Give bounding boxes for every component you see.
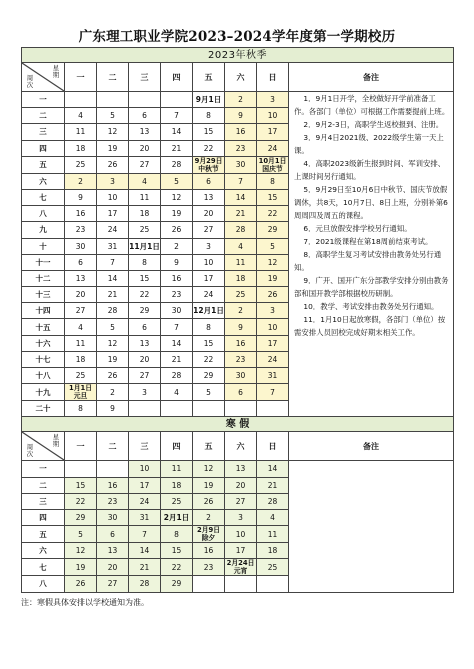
week-label: 十二	[22, 270, 65, 286]
day-cell: 14	[257, 461, 289, 477]
day-cell: 13	[65, 270, 97, 286]
notes-header: 备注	[289, 63, 454, 92]
weekday-header: 四	[161, 432, 193, 461]
day-cell: 6	[65, 254, 97, 270]
weekday-header: 六	[225, 432, 257, 461]
week-label: 八	[22, 206, 65, 222]
day-cell: 29	[65, 509, 97, 525]
day-cell: 19	[257, 270, 289, 286]
day-cell: 25	[257, 559, 289, 576]
day-cell: 27	[129, 368, 161, 384]
day-cell	[161, 401, 193, 417]
corner-label-week: 周次	[26, 74, 34, 89]
weekday-header: 一	[65, 63, 97, 92]
day-cell: 5	[161, 173, 193, 189]
day-cell: 21	[129, 559, 161, 576]
day-cell: 27	[65, 303, 97, 319]
day-cell: 17	[225, 543, 257, 559]
week-label: 六	[22, 543, 65, 559]
week-label: 二	[22, 477, 65, 493]
day-cell: 25	[65, 156, 97, 173]
day-cell: 8	[65, 401, 97, 417]
day-cell: 30	[97, 509, 129, 525]
week-label: 十九	[22, 384, 65, 401]
day-cell: 19	[161, 206, 193, 222]
day-cell: 26	[97, 368, 129, 384]
day-cell: 15	[161, 543, 193, 559]
day-cell: 31	[129, 509, 161, 525]
day-cell: 25	[129, 222, 161, 238]
day-cell: 7	[161, 108, 193, 124]
day-cell: 14	[161, 124, 193, 140]
week-label: 三	[22, 493, 65, 509]
day-cell: 30	[225, 368, 257, 384]
day-cell: 16	[225, 124, 257, 140]
day-cell: 2月9日 除夕	[193, 526, 225, 543]
week-row	[22, 461, 454, 477]
day-cell	[65, 92, 97, 108]
day-cell	[225, 401, 257, 417]
day-cell: 15	[193, 335, 225, 351]
day-cell: 14	[225, 189, 257, 205]
day-cell: 10	[225, 526, 257, 543]
day-cell: 11	[129, 189, 161, 205]
day-cell: 30	[225, 156, 257, 173]
day-cell: 22	[161, 559, 193, 576]
day-cell: 24	[257, 351, 289, 367]
day-cell: 26	[97, 156, 129, 173]
day-cell: 17	[129, 477, 161, 493]
weekday-header: 五	[193, 432, 225, 461]
weekday-header: 四	[161, 63, 193, 92]
day-cell: 9	[97, 401, 129, 417]
day-cell: 29	[257, 222, 289, 238]
day-cell: 4	[257, 509, 289, 525]
day-cell: 5	[97, 108, 129, 124]
week-label: 十八	[22, 368, 65, 384]
day-cell: 25	[65, 368, 97, 384]
day-cell: 12	[97, 335, 129, 351]
weekday-header: 二	[97, 63, 129, 92]
weekday-header: 六	[225, 63, 257, 92]
day-cell: 16	[161, 270, 193, 286]
notes-header: 备注	[289, 432, 454, 461]
day-cell	[257, 401, 289, 417]
day-cell: 28	[161, 156, 193, 173]
day-cell: 20	[225, 477, 257, 493]
day-cell: 7	[161, 319, 193, 335]
week-label: 十	[22, 238, 65, 254]
day-cell: 23	[65, 222, 97, 238]
day-cell: 29	[129, 303, 161, 319]
day-cell: 8	[193, 319, 225, 335]
day-cell: 4	[65, 319, 97, 335]
day-cell: 9月1日	[193, 92, 225, 108]
day-cell	[65, 461, 97, 477]
day-cell: 3	[257, 303, 289, 319]
day-cell: 12	[193, 461, 225, 477]
week-label: 三	[22, 124, 65, 140]
day-cell	[97, 92, 129, 108]
day-cell: 27	[193, 222, 225, 238]
day-cell: 18	[129, 206, 161, 222]
day-cell: 24	[129, 493, 161, 509]
day-cell: 14	[97, 270, 129, 286]
day-cell: 15	[129, 270, 161, 286]
day-cell: 24	[193, 287, 225, 303]
week-label: 八	[22, 576, 65, 592]
day-cell: 9	[225, 108, 257, 124]
weekday-header: 日	[257, 432, 289, 461]
header-corner-cell	[22, 432, 65, 461]
day-cell: 14	[161, 335, 193, 351]
day-cell: 11月1日	[129, 238, 161, 254]
week-label: 十五	[22, 319, 65, 335]
weekday-header: 五	[193, 63, 225, 92]
week-label: 一	[22, 92, 65, 108]
day-cell: 17	[257, 124, 289, 140]
day-cell: 9	[65, 189, 97, 205]
day-cell: 30	[161, 303, 193, 319]
day-cell: 28	[257, 493, 289, 509]
week-label: 五	[22, 526, 65, 543]
day-cell: 2月1日	[161, 509, 193, 525]
day-cell: 7	[225, 173, 257, 189]
day-cell: 8	[161, 526, 193, 543]
day-cell	[257, 576, 289, 592]
day-cell	[161, 92, 193, 108]
day-cell: 22	[257, 206, 289, 222]
day-cell: 3	[225, 509, 257, 525]
week-label: 十一	[22, 254, 65, 270]
winter-notes-cell	[289, 461, 454, 592]
day-cell: 15	[257, 189, 289, 205]
page-title: 广东理工职业学院2023–2024学年度第一学期校历	[78, 29, 396, 45]
day-cell: 29	[193, 368, 225, 384]
day-cell: 13	[129, 124, 161, 140]
week-label: 四	[22, 140, 65, 156]
day-cell: 20	[129, 351, 161, 367]
weekday-header: 三	[129, 432, 161, 461]
day-cell: 2	[225, 303, 257, 319]
day-cell: 28	[97, 303, 129, 319]
day-cell: 10	[257, 108, 289, 124]
day-cell: 13	[193, 189, 225, 205]
header-corner-cell	[22, 63, 65, 92]
winter-band-row	[22, 417, 454, 432]
day-cell: 28	[161, 368, 193, 384]
weekday-header: 一	[65, 432, 97, 461]
day-cell: 16	[65, 206, 97, 222]
day-cell: 6	[129, 108, 161, 124]
day-cell: 31	[97, 238, 129, 254]
week-label: 七	[22, 559, 65, 576]
autumn-section-title: 2023年秋季	[22, 48, 454, 63]
day-cell: 12	[161, 189, 193, 205]
autumn-header-row	[22, 63, 454, 92]
day-cell: 5	[65, 526, 97, 543]
day-cell: 20	[129, 140, 161, 156]
day-cell: 3	[129, 384, 161, 401]
day-cell: 12月1日	[193, 303, 225, 319]
day-cell: 2	[225, 92, 257, 108]
weekday-header: 二	[97, 432, 129, 461]
day-cell: 1月1日 元旦	[65, 384, 97, 401]
week-label: 一	[22, 461, 65, 477]
day-cell: 21	[257, 477, 289, 493]
day-cell: 25	[161, 493, 193, 509]
day-cell: 2	[97, 384, 129, 401]
corner-label-week: 周次	[26, 443, 34, 459]
day-cell	[193, 401, 225, 417]
day-cell: 18	[65, 351, 97, 367]
day-cell: 3	[97, 173, 129, 189]
day-cell: 27	[129, 156, 161, 173]
day-cell: 26	[193, 493, 225, 509]
day-cell: 28	[129, 576, 161, 592]
day-cell: 6	[225, 384, 257, 401]
week-label: 五	[22, 156, 65, 173]
week-label: 二十	[22, 401, 65, 417]
day-cell: 23	[225, 140, 257, 156]
day-cell: 8	[193, 108, 225, 124]
day-cell: 3	[257, 92, 289, 108]
day-cell: 16	[225, 335, 257, 351]
day-cell: 11	[65, 335, 97, 351]
day-cell: 14	[129, 543, 161, 559]
corner-label-weekday: 星期	[52, 433, 60, 449]
weekday-header: 三	[129, 63, 161, 92]
day-cell: 4	[161, 384, 193, 401]
day-cell: 23	[161, 287, 193, 303]
day-cell: 21	[225, 206, 257, 222]
weekday-header: 日	[257, 63, 289, 92]
day-cell: 15	[65, 477, 97, 493]
week-label: 十七	[22, 351, 65, 367]
week-row	[22, 92, 454, 108]
day-cell: 29	[161, 576, 193, 592]
week-label: 十六	[22, 335, 65, 351]
week-label: 九	[22, 222, 65, 238]
week-label: 七	[22, 189, 65, 205]
day-cell: 5	[257, 238, 289, 254]
day-cell: 9	[161, 254, 193, 270]
day-cell: 3	[193, 238, 225, 254]
day-cell: 4	[129, 173, 161, 189]
day-cell: 19	[193, 477, 225, 493]
day-cell: 24	[257, 140, 289, 156]
day-cell: 18	[161, 477, 193, 493]
day-cell: 22	[129, 287, 161, 303]
day-cell: 8	[129, 254, 161, 270]
day-cell: 10	[97, 189, 129, 205]
day-cell: 15	[193, 124, 225, 140]
day-cell: 20	[97, 559, 129, 576]
day-cell: 26	[65, 576, 97, 592]
day-cell: 5	[97, 319, 129, 335]
day-cell: 17	[97, 206, 129, 222]
week-label: 四	[22, 509, 65, 525]
day-cell: 19	[97, 140, 129, 156]
day-cell: 2	[161, 238, 193, 254]
day-cell: 26	[257, 287, 289, 303]
day-cell: 9	[225, 319, 257, 335]
day-cell: 2	[193, 509, 225, 525]
day-cell: 30	[65, 238, 97, 254]
winter-section-title: 寒 假	[22, 417, 454, 432]
day-cell: 25	[225, 287, 257, 303]
day-cell: 6	[97, 526, 129, 543]
autumn-band-row	[22, 48, 454, 63]
week-label: 十三	[22, 287, 65, 303]
week-label: 二	[22, 108, 65, 124]
day-cell: 23	[193, 559, 225, 576]
day-cell: 2	[65, 173, 97, 189]
day-cell: 4	[225, 238, 257, 254]
day-cell: 22	[65, 493, 97, 509]
day-cell: 10	[193, 254, 225, 270]
day-cell: 19	[97, 351, 129, 367]
day-cell	[97, 461, 129, 477]
day-cell: 10月1日 国庆节	[257, 156, 289, 173]
day-cell: 23	[97, 493, 129, 509]
day-cell: 13	[129, 335, 161, 351]
day-cell: 18	[225, 270, 257, 286]
day-cell	[225, 576, 257, 592]
day-cell: 12	[65, 543, 97, 559]
day-cell: 7	[97, 254, 129, 270]
day-cell: 10	[257, 319, 289, 335]
day-cell: 11	[257, 526, 289, 543]
day-cell: 16	[193, 543, 225, 559]
day-cell: 20	[193, 206, 225, 222]
notes-text: 1．9月1日开学，全校做好开学前准备工作。各部门（单位）可根据工作需要提前上班。 2．9月2-3日，高职学生返校报到、注册。 3．9月4日2021级、2022级学生第一天上课。 4．高职2023级新生报到时间、军训安排、上课时间另行通知。 5．9月29日至10月6日中秋节、国庆节放假调休，共8天，10月7日、8日上班，分别补第6周周四及周五的课程。 6．元旦放假安排学校另行通知。 7．2021级课程在第18周前结束考试。 8．高职学生复习考试安排由教务处另行通知。 9．广开、国开广东分部教学安排分别由教务部和国开教学部根据校历研制。 10．教学、考试安排由教务处另行通知。 11．1月10日起放寒假，各部门（单位）按需安排人员回校完成好期末相关工作。	[289, 92, 454, 417]
day-cell: 21	[161, 140, 193, 156]
footnote: 注：寒假具体安排以学校通知为准。	[21, 598, 149, 607]
day-cell: 18	[257, 543, 289, 559]
day-cell: 27	[225, 493, 257, 509]
day-cell: 16	[97, 477, 129, 493]
day-cell: 13	[225, 461, 257, 477]
day-cell: 24	[97, 222, 129, 238]
day-cell	[193, 576, 225, 592]
day-cell: 7	[257, 384, 289, 401]
day-cell: 27	[97, 576, 129, 592]
day-cell: 17	[193, 270, 225, 286]
day-cell: 19	[65, 559, 97, 576]
day-cell	[129, 92, 161, 108]
day-cell: 11	[225, 254, 257, 270]
day-cell: 5	[193, 384, 225, 401]
day-cell: 11	[161, 461, 193, 477]
day-cell: 21	[161, 351, 193, 367]
day-cell: 7	[129, 526, 161, 543]
day-cell: 12	[257, 254, 289, 270]
day-cell: 26	[161, 222, 193, 238]
day-cell: 20	[65, 287, 97, 303]
day-cell: 31	[257, 368, 289, 384]
day-cell: 10	[129, 461, 161, 477]
day-cell: 11	[65, 124, 97, 140]
winter-header-row	[22, 432, 454, 461]
day-cell	[129, 401, 161, 417]
day-cell: 2月24日 元宵	[225, 559, 257, 576]
corner-label-weekday: 星期	[52, 64, 60, 79]
day-cell: 6	[129, 319, 161, 335]
day-cell: 22	[193, 351, 225, 367]
day-cell: 8	[257, 173, 289, 189]
day-cell: 6	[193, 173, 225, 189]
week-label: 十四	[22, 303, 65, 319]
day-cell: 18	[65, 140, 97, 156]
day-cell: 13	[97, 543, 129, 559]
week-label: 六	[22, 173, 65, 189]
day-cell: 9月29日 中秋节	[193, 156, 225, 173]
calendar-table	[21, 47, 454, 593]
day-cell: 21	[97, 287, 129, 303]
day-cell: 12	[97, 124, 129, 140]
day-cell: 4	[65, 108, 97, 124]
day-cell: 22	[193, 140, 225, 156]
day-cell: 17	[257, 335, 289, 351]
day-cell: 23	[225, 351, 257, 367]
day-cell: 28	[225, 222, 257, 238]
